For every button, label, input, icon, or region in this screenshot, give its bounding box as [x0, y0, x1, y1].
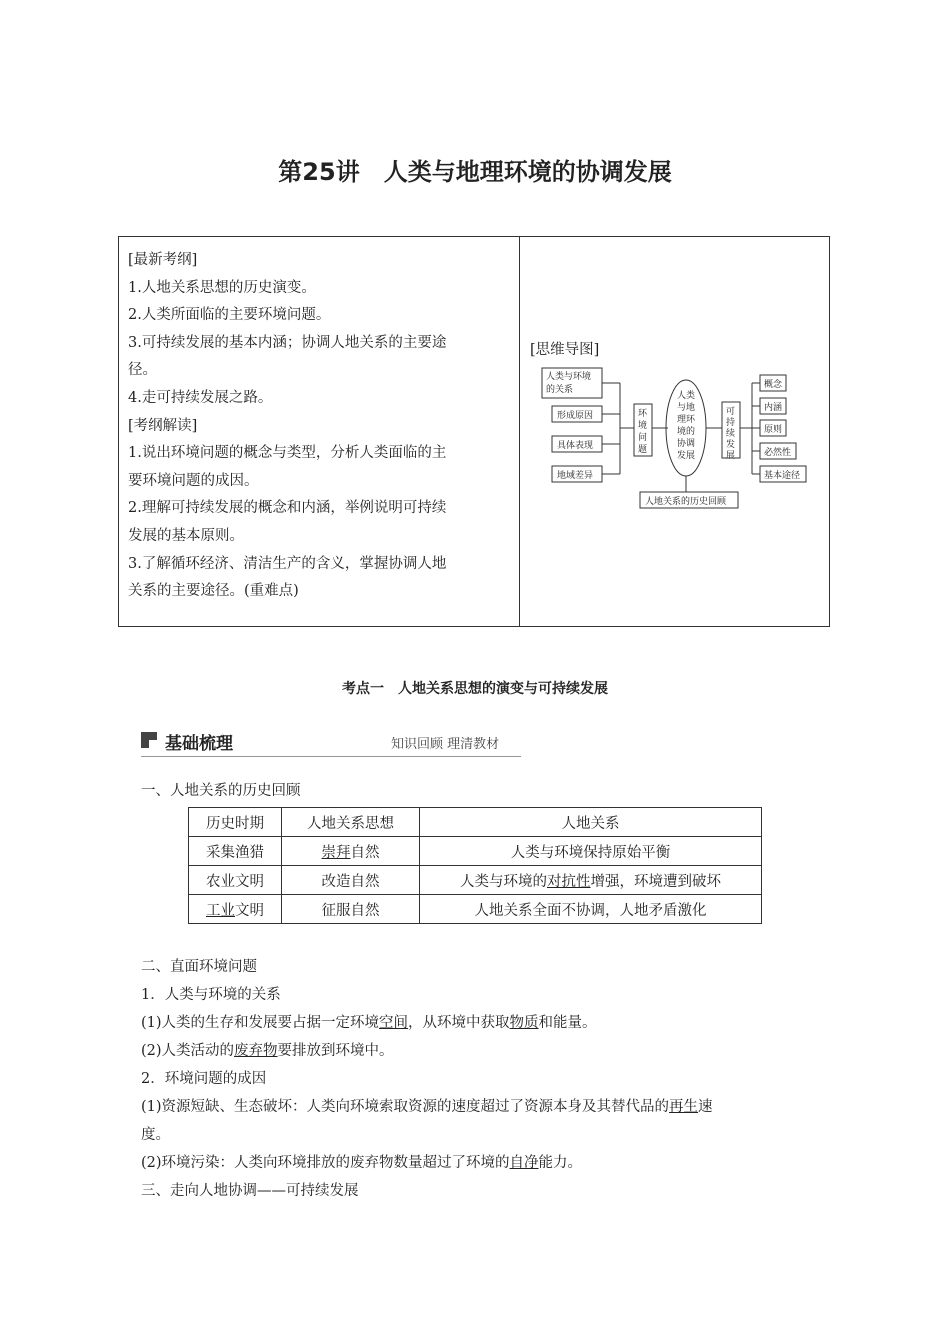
syllabus-head: [最新考纲] [128, 252, 198, 268]
interpret-line: 要环境问题的成因。 [128, 472, 259, 489]
subheading: 2．环境问题的成因 [141, 1071, 267, 1087]
part3-heading: 三、走向人地协调——可持续发展 [141, 1183, 359, 1199]
interpret-line: 发展的基本原则。 [128, 527, 244, 544]
table-header: 人地关系 [420, 808, 762, 837]
table-header-row [189, 808, 762, 837]
interpret-line: 3.了解循环经济、清洁生产的含义，掌握协调人地 [128, 555, 447, 572]
mm-sustain-char: 持 [726, 418, 736, 428]
mm-left-item: 形成原因 [557, 411, 594, 421]
paragraph: (2)环境污染：人类向环境排放的废弃物数量超过了环境的自净能力。 [141, 1155, 583, 1171]
mm-right-item: 原则 [764, 425, 783, 435]
mm-env-char: 境 [638, 421, 648, 431]
table-cell: 工业文明 [189, 895, 282, 924]
interpret-line: 2.理解可持续发展的概念和内涵，举例说明可持续 [128, 500, 447, 517]
syllabus-line: 1.人地关系思想的历史演变。 [128, 279, 316, 296]
table-cell: 采集渔猎 [189, 837, 282, 866]
mm-sustain-char: 续 [726, 429, 736, 439]
interpret-line: 1.说出环境问题的概念与类型，分析人类面临的主 [128, 445, 447, 462]
paragraph: 度。 [141, 1127, 170, 1143]
mindmap-label: [思维导图] [530, 342, 600, 358]
mm-left-item: 地域差异 [557, 471, 594, 481]
mindmap-diagram [540, 366, 815, 516]
mm-center-line: 发展 [677, 451, 696, 461]
table-header: 历史时期 [189, 808, 282, 837]
subheading: 1．人类与环境的关系 [141, 987, 281, 1003]
interpret-head: [考纲解读] [128, 417, 198, 434]
table-cell: 改造自然 [282, 866, 420, 895]
mm-left-item: 人类与环境 [546, 372, 592, 382]
section-title: 考点一 人地关系思想的演变与可持续发展 [342, 681, 608, 697]
syllabus-text [119, 237, 520, 626]
mm-sustain-char: 展 [726, 451, 736, 461]
table-cell: 崇拜自然 [282, 837, 420, 866]
history-table [188, 807, 762, 924]
table-row [189, 895, 762, 924]
table-cell: 人地关系全面不协调，人地矛盾激化 [420, 895, 762, 924]
mm-center-line: 与地 [677, 403, 696, 413]
mm-env-char: 问 [638, 433, 648, 443]
paragraph: (1)人类的生存和发展要占据一定环境空间，从环境中获取物质和能量。 [141, 1015, 597, 1031]
syllabus-line: 径。 [128, 362, 157, 379]
mm-env-char: 题 [638, 445, 648, 455]
banner-title: 基础梳理 [165, 734, 233, 754]
table-cell: 征服自然 [282, 895, 420, 924]
part2-heading: 二、直面环境问题 [141, 959, 257, 975]
mm-env-char: 环 [638, 409, 648, 419]
mm-left-item: 的关系 [546, 385, 574, 395]
table-cell: 人类与环境保持原始平衡 [420, 837, 762, 866]
mm-bottom-item: 人地关系的历史回顾 [645, 497, 727, 507]
table-row [189, 866, 762, 895]
banner-divider [141, 756, 521, 757]
mm-sustain-char: 发 [726, 440, 736, 450]
mm-center-line: 协调 [677, 439, 696, 449]
table-header: 人地关系思想 [282, 808, 420, 837]
mm-center-line: 理环 [677, 415, 696, 425]
mm-sustain-char: 可 [726, 407, 736, 417]
mm-left-item: 具体表现 [557, 441, 594, 451]
mm-right-item: 必然性 [764, 448, 792, 458]
mm-right-item: 基本途径 [764, 471, 801, 481]
part1-heading: 一、人地关系的历史回顾 [141, 783, 301, 799]
table-cell: 农业文明 [189, 866, 282, 895]
mm-center-line: 境的 [677, 427, 696, 437]
syllabus-line: 4.走可持续发展之路。 [128, 389, 273, 406]
paragraph: (2)人类活动的废弃物要排放到环境中。 [141, 1043, 394, 1059]
mm-center-line: 人类 [677, 391, 696, 401]
table-cell: 人类与环境的对抗性增强，环境遭到破坏 [420, 866, 762, 895]
interpret-line: 关系的主要途径。(重难点) [128, 583, 299, 600]
mm-right-item: 概念 [764, 380, 783, 390]
table-row [189, 837, 762, 866]
basic-banner [141, 726, 521, 758]
banner-subtitle: 知识回顾 理清教材 [391, 737, 500, 752]
syllabus-line: 2.人类所面临的主要环境问题。 [128, 307, 331, 324]
paragraph: (1)资源短缺、生态破坏：人类向环境索取资源的速度超过了资源本身及其替代品的再生速 [141, 1099, 713, 1115]
page-title: 第25讲 人类与地理环境的协调发展 [278, 158, 672, 186]
syllabus-line: 3.可持续发展的基本内涵；协调人地关系的主要途 [128, 334, 447, 351]
mm-right-item: 内涵 [764, 403, 783, 413]
